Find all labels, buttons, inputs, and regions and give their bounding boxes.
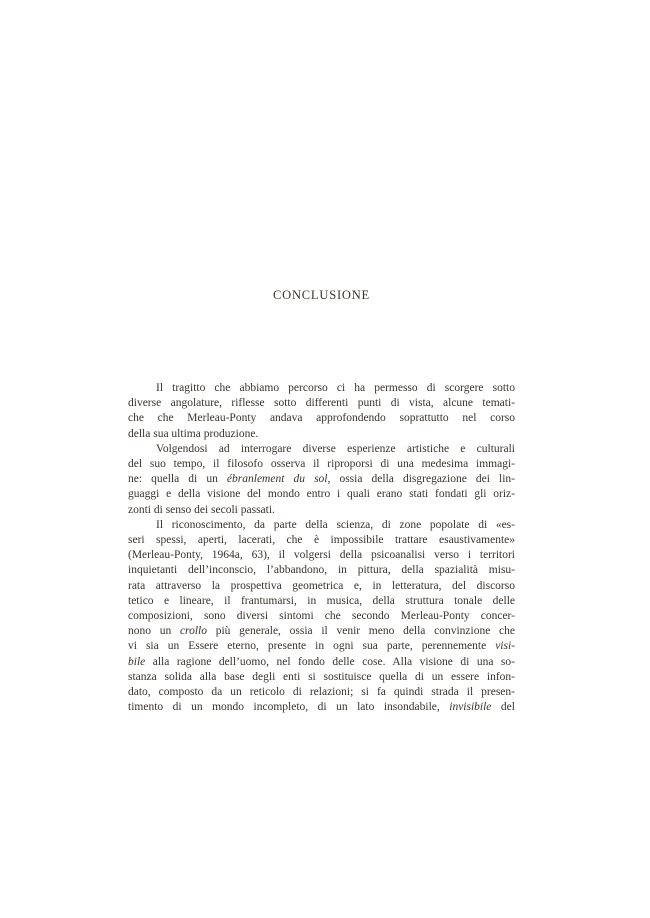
text-segment: zonti di senso dei secoli passati. bbox=[128, 503, 275, 516]
italic-text-segment: crollo bbox=[179, 625, 207, 638]
text-line bbox=[128, 548, 515, 563]
text-line bbox=[128, 457, 515, 472]
text-line bbox=[128, 396, 515, 411]
text-segment: nono un bbox=[128, 625, 180, 638]
italic-text-segment: bile bbox=[128, 655, 146, 668]
text-line bbox=[128, 518, 515, 533]
text-line bbox=[128, 472, 515, 487]
text-segment: (Merleau-Ponty, 1964a, 63), il volgersi della psicoanalisi verso i territori bbox=[128, 549, 515, 562]
chapter-title: CONCLUSIONE bbox=[273, 288, 370, 302]
text-line bbox=[128, 700, 515, 715]
text-line bbox=[128, 533, 515, 548]
text-segment: , ossia della disgregazione dei lin- bbox=[327, 473, 516, 486]
text-line bbox=[128, 670, 515, 685]
text-line bbox=[128, 594, 515, 609]
text-line bbox=[128, 487, 515, 502]
italic-text-segment: ébranlement du sol bbox=[226, 473, 328, 486]
paragraph bbox=[128, 381, 515, 442]
text-segment: vi sia un Essere eterno, presente in ogni sua parte, perennemente bbox=[128, 640, 496, 653]
text-line bbox=[128, 609, 515, 624]
text-segment: più generale, ossia il venir meno della convinzione che bbox=[206, 625, 516, 638]
text-line bbox=[128, 442, 515, 457]
text-segment: dato, composto da un reticolo di relazioni; si fa quindi strada il presen- bbox=[128, 686, 515, 699]
text-segment: ne: quella di un bbox=[128, 473, 227, 486]
text-segment: tetico e lineare, il frantumarsi, in musica, della struttura tonale delle bbox=[128, 594, 515, 607]
text-line bbox=[128, 503, 515, 518]
text-segment: del suo tempo, il filosofo osserva il riproporsi di una medesima immagi- bbox=[128, 458, 515, 471]
text-line bbox=[128, 685, 515, 700]
text-line bbox=[128, 427, 515, 442]
text-segment: Il riconoscimento, da parte della scienza, di zone popolate di «es- bbox=[156, 518, 515, 531]
text-segment: timento di un mondo incompleto, di un lato insondabile, bbox=[128, 701, 450, 714]
text-segment: Il tragitto che abbiamo percorso ci ha permesso di scorgere sotto bbox=[156, 382, 515, 394]
text-line bbox=[128, 624, 515, 639]
text-segment: guaggi e della visione del mondo entro i quali erano stati fondati gli oriz- bbox=[128, 488, 515, 501]
text-line bbox=[128, 579, 515, 594]
paragraph bbox=[128, 518, 515, 716]
text-line bbox=[128, 639, 515, 654]
text-segment: diverse angolature, riflesse sotto differenti punti di vista, alcune temati- bbox=[128, 397, 515, 410]
text-segment: seri spessi, aperti, lacerati, che è impossibile trattare esaustivamente» bbox=[128, 534, 515, 547]
text-segment: rata attraverso la prospettiva geometrica e, in letteratura, del discorso bbox=[128, 579, 515, 592]
text-segment: della sua ultima produzione. bbox=[128, 427, 259, 440]
text-line bbox=[128, 655, 515, 670]
text-segment: che che Merleau-Ponty andava approfondendo soprattutto nel corso bbox=[128, 412, 515, 425]
text-segment: composizioni, sono diversi sintomi che secondo Merleau-Ponty concer- bbox=[128, 610, 515, 623]
text-line bbox=[128, 563, 515, 578]
text-line bbox=[128, 381, 515, 396]
italic-text-segment: invisibile bbox=[449, 701, 492, 714]
italic-text-segment: visi- bbox=[495, 640, 515, 653]
text-segment: Volgendosi ad interrogare diverse esperienze artistiche e culturali bbox=[156, 442, 515, 455]
text-segment: alla ragione dell’uomo, nel fondo delle cose. Alla visione di una so- bbox=[145, 655, 515, 668]
text-segment: stanza solida alla base degli enti si sostituisce quella di un essere infon- bbox=[128, 670, 515, 683]
text-segment: inquietanti dell’inconscio, l’abbandono, in pittura, della spazialità misu- bbox=[128, 564, 515, 577]
text-segment: del bbox=[491, 701, 515, 714]
text-line bbox=[128, 411, 515, 426]
text-block bbox=[128, 381, 515, 715]
paragraph bbox=[128, 442, 515, 518]
